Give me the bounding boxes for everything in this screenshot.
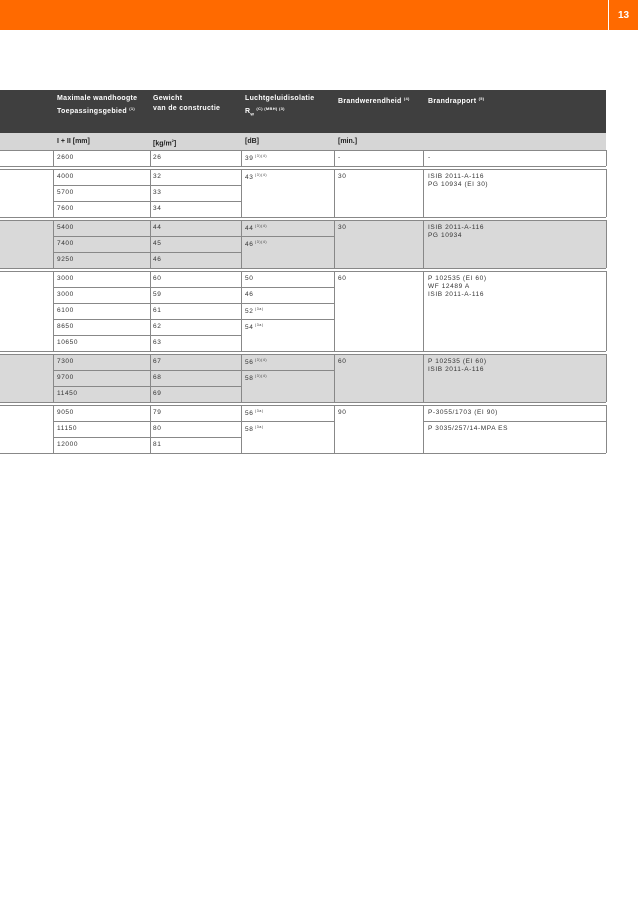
cell-weight: 68 [153, 374, 162, 381]
row-divider [53, 319, 241, 320]
column-divider [241, 405, 242, 453]
cell-weight: 81 [153, 441, 162, 448]
header-weight [153, 94, 220, 114]
cell-fire-resistance: - [338, 154, 341, 161]
row-divider [0, 268, 606, 269]
cell-fire-resistance: 30 [338, 224, 347, 231]
cell-fire-resistance: 90 [338, 409, 347, 416]
cell-weight: 80 [153, 425, 162, 432]
cell-wall-height: 9250 [57, 256, 74, 263]
row-divider [0, 217, 606, 218]
row-divider [53, 201, 241, 202]
row-divider [53, 236, 241, 237]
cell-sound-insulation [245, 173, 267, 181]
column-divider [150, 271, 151, 351]
header-col2-line2: van de constructie [153, 105, 221, 112]
cell-sound-insulation [245, 307, 264, 315]
cell-sound-insulation [245, 224, 267, 232]
header-max-wall-height [57, 94, 137, 117]
cell-weight: 79 [153, 409, 162, 416]
unit-db: [dB] [245, 138, 259, 145]
column-divider [423, 271, 424, 351]
header-col1-sup: (1) [129, 106, 135, 111]
cell-wall-height: 2600 [57, 154, 74, 161]
sound-value: 54 [245, 324, 254, 331]
sound-value: 43 [245, 174, 254, 181]
cell-sound-insulation [245, 358, 267, 366]
header-col4-text: Brandwerendheid [338, 98, 402, 105]
cell-sound-insulation [245, 240, 267, 248]
row-divider [241, 319, 334, 320]
cell-weight: 46 [153, 256, 162, 263]
cell-wall-height: 4000 [57, 173, 74, 180]
cell-wall-height: 7400 [57, 240, 74, 247]
cell-wall-height: 3000 [57, 291, 74, 298]
column-divider [334, 150, 335, 166]
header-fire-report [428, 94, 484, 107]
sound-footnote: (3)(4) [253, 224, 268, 228]
cell-sound-insulation [245, 425, 264, 433]
top-orange-bar [0, 0, 638, 30]
row-divider [241, 370, 334, 371]
row-divider [0, 150, 606, 151]
units-row [0, 133, 606, 150]
header-col5-sup: (5) [478, 96, 485, 101]
row-divider [53, 287, 241, 288]
cell-fire-report: - [428, 154, 431, 161]
column-divider [53, 169, 54, 217]
sound-footnote: (3a) [253, 307, 264, 311]
cell-fire-report: P-3055/1703 (EI 90) [428, 409, 498, 416]
sound-footnote: (3)(4) [253, 358, 268, 362]
sound-footnote: (3)(4) [253, 374, 268, 378]
table-group [0, 405, 606, 453]
row-divider [53, 185, 241, 186]
unit-height: I + II [mm] [57, 138, 90, 145]
cell-weight: 60 [153, 275, 162, 282]
cell-wall-height: 10650 [57, 339, 79, 346]
column-divider [53, 354, 54, 402]
column-divider [241, 354, 242, 402]
cell-sound-insulation [245, 154, 267, 162]
row-divider [241, 236, 334, 237]
column-divider [53, 271, 54, 351]
row-divider [53, 252, 241, 253]
cell-wall-height: 3000 [57, 275, 74, 282]
row-divider [0, 402, 606, 403]
sound-value: 50 [245, 275, 254, 282]
column-divider [150, 405, 151, 453]
cell-sound-insulation [245, 323, 264, 331]
cell-wall-height: 6100 [57, 307, 74, 314]
cell-wall-height: 5400 [57, 224, 74, 231]
cell-weight: 69 [153, 390, 162, 397]
column-divider [53, 150, 54, 166]
cell-sound-insulation [245, 374, 267, 382]
cell-weight: 44 [153, 224, 162, 231]
sound-footnote: (3)(4) [253, 154, 268, 158]
table-group [0, 169, 606, 217]
row-divider [0, 220, 606, 221]
cell-wall-height: 7300 [57, 358, 74, 365]
header-col4-sup: (4) [403, 96, 410, 101]
cell-fire-report: ISIB 2011-A-116 PG 10934 (EI 30) [428, 173, 489, 188]
header-col3-sub: w [250, 111, 255, 117]
cell-weight: 63 [153, 339, 162, 346]
header-col3-line2 [245, 104, 314, 119]
sound-value: 39 [245, 155, 254, 162]
header-sound-insulation [245, 94, 314, 119]
cell-sound-insulation [245, 275, 253, 282]
sound-value: 46 [245, 291, 254, 298]
sound-value: 56 [245, 359, 254, 366]
header-col1-line2-text: Toepassingsgebied [57, 108, 127, 115]
row-divider [241, 287, 334, 288]
unit-weight [153, 138, 176, 147]
cell-fire-report: P 102535 (EI 60) ISIB 2011-A-116 [428, 358, 487, 373]
row-divider [0, 354, 606, 355]
unit-weight-sup: 2 [171, 138, 174, 143]
sound-footnote: (3)(4) [253, 173, 268, 177]
row-divider [0, 271, 606, 272]
row-divider [241, 303, 334, 304]
column-divider [334, 405, 335, 453]
cell-wall-height: 11450 [57, 390, 78, 397]
unit-weight-text: [kg/m [153, 140, 172, 148]
cell-wall-height: 5700 [57, 189, 74, 196]
column-divider [606, 150, 607, 166]
cell-sound-insulation [245, 291, 253, 298]
row-divider [0, 453, 606, 454]
column-divider [606, 354, 607, 402]
column-divider [150, 169, 151, 217]
cell-weight: 62 [153, 323, 162, 330]
row-divider [53, 303, 241, 304]
column-divider [606, 271, 607, 351]
unit-weight-end: ] [173, 140, 177, 148]
header-fire-resistance [338, 94, 410, 107]
cell-fire-resistance: 60 [338, 358, 347, 365]
sound-footnote: (3a) [253, 425, 264, 429]
cell-weight: 34 [153, 205, 162, 212]
row-divider [53, 421, 241, 422]
column-divider [150, 220, 151, 268]
cell-fire-resistance: 30 [338, 173, 347, 180]
sound-value: 46 [245, 241, 254, 248]
page-number: 13 [608, 0, 638, 30]
header-col5-text: Brandrapport [428, 98, 477, 105]
column-divider [53, 405, 54, 453]
header-col3-r: R [245, 108, 251, 115]
column-divider [150, 354, 151, 402]
column-divider [241, 169, 242, 217]
cell-weight: 61 [153, 307, 162, 314]
sound-value: 52 [245, 308, 254, 315]
cell-wall-height: 12000 [57, 441, 79, 448]
sound-footnote: (3)(4) [253, 240, 268, 244]
column-divider [606, 169, 607, 217]
cell-wall-height: 8650 [57, 323, 74, 330]
row-divider [423, 421, 606, 422]
cell-weight: 45 [153, 240, 162, 247]
header-col1-line1: Maximale wandhoogte [57, 95, 138, 102]
row-divider [0, 169, 606, 170]
column-divider [334, 169, 335, 217]
table-group [0, 271, 606, 351]
column-divider [241, 271, 242, 351]
column-divider [606, 405, 607, 453]
cell-wall-height: 9050 [57, 409, 74, 416]
column-divider [334, 271, 335, 351]
header-col3-sup: (C) (MBH) (3) [256, 106, 285, 111]
cell-fire-report: P 3035/257/14-MPA ES [428, 425, 509, 432]
cell-fire-resistance: 60 [338, 275, 347, 282]
cell-weight: 26 [153, 154, 162, 161]
row-divider [53, 370, 241, 371]
sound-value: 58 [245, 375, 254, 382]
column-divider [150, 150, 151, 166]
column-divider [423, 405, 424, 453]
row-divider [53, 386, 241, 387]
column-divider [423, 169, 424, 217]
sound-value: 44 [245, 225, 254, 232]
sound-footnote: (3a) [253, 409, 264, 413]
cell-wall-height: 7600 [57, 205, 74, 212]
column-divider [334, 220, 335, 268]
row-divider [241, 421, 334, 422]
sound-footnote: (3a) [253, 323, 264, 327]
column-divider [241, 220, 242, 268]
table-group [0, 354, 606, 402]
row-divider [0, 166, 606, 167]
sound-value: 58 [245, 426, 254, 433]
column-divider [53, 220, 54, 268]
cell-sound-insulation [245, 409, 264, 417]
cell-weight: 67 [153, 358, 162, 365]
header-col3-line1: Luchtgeluidisolatie [245, 95, 315, 102]
column-divider [334, 354, 335, 402]
column-divider [423, 354, 424, 402]
column-divider [606, 220, 607, 268]
cell-weight: 59 [153, 291, 162, 298]
column-divider [423, 150, 424, 166]
row-divider [0, 351, 606, 352]
row-divider [53, 335, 241, 336]
cell-weight: 33 [153, 189, 162, 196]
unit-min: [min.] [338, 138, 358, 145]
header-col1-line2 [57, 104, 137, 117]
column-divider [241, 150, 242, 166]
table-header [0, 90, 606, 133]
cell-fire-report: ISIB 2011-A-116 PG 10934 [428, 224, 485, 239]
table-group [0, 150, 606, 166]
header-col2-line1: Gewicht [153, 95, 183, 102]
sound-value: 56 [245, 410, 254, 417]
cell-wall-height: 11150 [57, 425, 78, 432]
row-divider [0, 405, 606, 406]
cell-weight: 32 [153, 173, 162, 180]
row-divider [53, 437, 241, 438]
cell-wall-height: 9700 [57, 374, 74, 381]
column-divider [423, 220, 424, 268]
cell-fire-report: P 102535 (EI 60) WF 12489 A ISIB 2011-A-116 [428, 275, 487, 298]
table-group [0, 220, 606, 268]
